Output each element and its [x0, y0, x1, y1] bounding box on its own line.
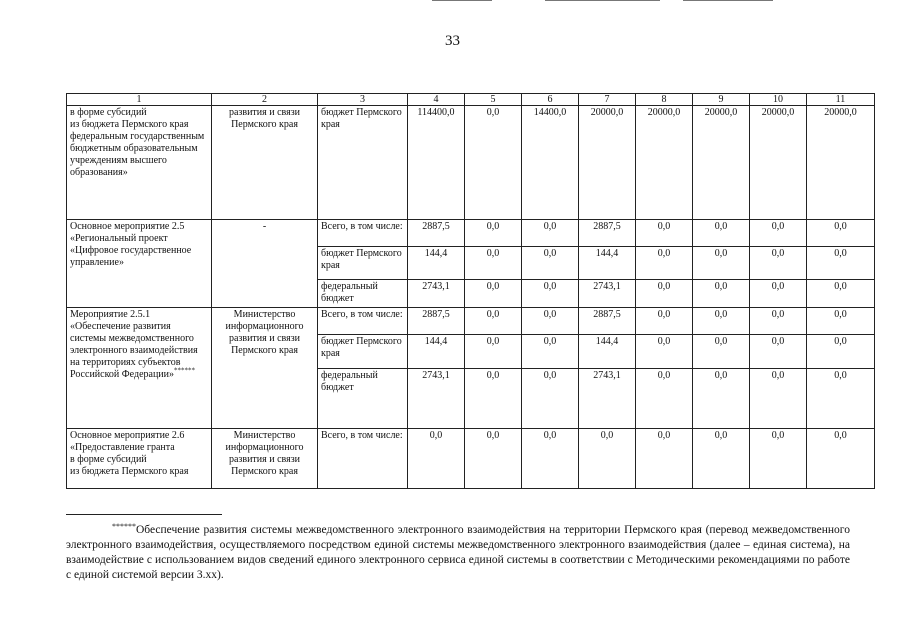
- source-cell: Всего, в том числе:: [318, 429, 408, 489]
- value-cell-col5: 0,0: [465, 247, 522, 280]
- program-table: [66, 93, 875, 489]
- measure-name-cell: в форме субсидий из бюджета Пермского края федеральным государственным бюджетным образовательным учреждениям высшего образования»: [67, 106, 212, 220]
- footnote-mark: ******: [112, 522, 136, 531]
- measure-name-cell: [67, 308, 212, 429]
- executor-cell: -: [212, 220, 318, 308]
- executor-cell: развития и связи Пермского края: [212, 106, 318, 220]
- header-col-3: 3: [318, 94, 408, 106]
- value-cell-col6: 14400,0: [522, 106, 579, 220]
- source-cell: федеральный бюджет: [318, 280, 408, 308]
- header-col-5: 5: [465, 94, 522, 106]
- value-cell-col9: 0,0: [693, 308, 750, 335]
- header-col-1: 1: [67, 94, 212, 106]
- value-cell-col4: 114400,0: [408, 106, 465, 220]
- value-cell-col5: 0,0: [465, 335, 522, 369]
- value-cell-col10: 0,0: [750, 369, 807, 429]
- value-cell-col9: 0,0: [693, 220, 750, 247]
- value-cell-col9: 20000,0: [693, 106, 750, 220]
- top-rule-middle: [545, 0, 660, 1]
- source-cell: бюджет Пермского края: [318, 247, 408, 280]
- table-body: [67, 106, 875, 489]
- measure-name-cell: Основное мероприятие 2.5 «Региональный проект «Цифровое государственное управление»: [67, 220, 212, 308]
- source-cell: Всего, в том числе:: [318, 220, 408, 247]
- value-cell-col6: 0,0: [522, 335, 579, 369]
- value-cell-col9: 0,0: [693, 247, 750, 280]
- header-col-7: 7: [579, 94, 636, 106]
- footnote-separator: [66, 514, 222, 515]
- page-number: 33: [445, 33, 460, 49]
- value-cell-col5: 0,0: [465, 220, 522, 247]
- value-cell-col11: 20000,0: [807, 106, 875, 220]
- value-cell-col6: 0,0: [522, 369, 579, 429]
- value-cell-col9: 0,0: [693, 280, 750, 308]
- value-cell-col10: 0,0: [750, 308, 807, 335]
- measure-name-cell: Основное мероприятие 2.6 «Предоставление гранта в форме субсидий из бюджета Пермского края: [67, 429, 212, 489]
- value-cell-col8: 0,0: [636, 308, 693, 335]
- value-cell-col5: 0,0: [465, 106, 522, 220]
- value-cell-col10: 0,0: [750, 429, 807, 489]
- executor-cell: Министерство информационного развития и связи Пермского края: [212, 429, 318, 489]
- value-cell-col8: 20000,0: [636, 106, 693, 220]
- value-cell-col6: 0,0: [522, 308, 579, 335]
- header-col-11: 11: [807, 94, 875, 106]
- value-cell-col11: 0,0: [807, 220, 875, 247]
- value-cell-col5: 0,0: [465, 280, 522, 308]
- source-cell: Всего, в том числе:: [318, 308, 408, 335]
- source-cell: федеральный бюджет: [318, 369, 408, 429]
- header-col-9: 9: [693, 94, 750, 106]
- value-cell-col4: 0,0: [408, 429, 465, 489]
- executor-cell: Министерство информационного развития и связи Пермского края: [212, 308, 318, 429]
- value-cell-col4: 2887,5: [408, 308, 465, 335]
- value-cell-col11: 0,0: [807, 335, 875, 369]
- value-cell-col7: 2887,5: [579, 220, 636, 247]
- value-cell-col7: 20000,0: [579, 106, 636, 220]
- value-cell-col4: 144,4: [408, 335, 465, 369]
- value-cell-col8: 0,0: [636, 369, 693, 429]
- table-row: [67, 106, 875, 220]
- value-cell-col5: 0,0: [465, 369, 522, 429]
- value-cell-col10: 0,0: [750, 220, 807, 247]
- value-cell-col10: 0,0: [750, 335, 807, 369]
- value-cell-col9: 0,0: [693, 335, 750, 369]
- value-cell-col11: 0,0: [807, 369, 875, 429]
- table-row: [67, 308, 875, 335]
- value-cell-col4: 2887,5: [408, 220, 465, 247]
- value-cell-col5: 0,0: [465, 308, 522, 335]
- value-cell-col8: 0,0: [636, 220, 693, 247]
- value-cell-col5: 0,0: [465, 429, 522, 489]
- value-cell-col6: 0,0: [522, 280, 579, 308]
- table-header: [67, 94, 875, 106]
- value-cell-col11: 0,0: [807, 429, 875, 489]
- header-col-8: 8: [636, 94, 693, 106]
- header-col-4: 4: [408, 94, 465, 106]
- value-cell-col4: 2743,1: [408, 280, 465, 308]
- top-rule-left: [432, 0, 492, 1]
- value-cell-col11: 0,0: [807, 308, 875, 335]
- source-cell: бюджет Пермского края: [318, 106, 408, 220]
- header-col-6: 6: [522, 94, 579, 106]
- value-cell-col7: 2887,5: [579, 308, 636, 335]
- value-cell-col7: 2743,1: [579, 369, 636, 429]
- value-cell-col7: 144,4: [579, 247, 636, 280]
- value-cell-col4: 144,4: [408, 247, 465, 280]
- value-cell-col9: 0,0: [693, 369, 750, 429]
- value-cell-col6: 0,0: [522, 220, 579, 247]
- value-cell-col7: 0,0: [579, 429, 636, 489]
- value-cell-col8: 0,0: [636, 280, 693, 308]
- footnote-text: Обеспечение развития системы межведомственного электронного взаимодействия на территории Пермского края (перевод межведомственного электронного взаимодействия, осуществляемого посредством единой системы межведомственного электронного взаимодействия (далее – единая система), на взаимодействие с использованием видов сведений единого электронного сервиса единой системы в соответствии с Методическими рекомендациями по работе с единой системой версии 3.хх).: [66, 524, 850, 581]
- value-cell-col11: 0,0: [807, 247, 875, 280]
- table-row: [67, 220, 875, 247]
- top-rule-right: [683, 0, 773, 1]
- value-cell-col10: 0,0: [750, 280, 807, 308]
- value-cell-col7: 2743,1: [579, 280, 636, 308]
- value-cell-col7: 144,4: [579, 335, 636, 369]
- header-row: [67, 94, 875, 106]
- value-cell-col11: 0,0: [807, 280, 875, 308]
- value-cell-col9: 0,0: [693, 429, 750, 489]
- value-cell-col6: 0,0: [522, 247, 579, 280]
- table-row: [67, 429, 875, 489]
- value-cell-col8: 0,0: [636, 247, 693, 280]
- value-cell-col8: 0,0: [636, 429, 693, 489]
- value-cell-col6: 0,0: [522, 429, 579, 489]
- header-col-10: 10: [750, 94, 807, 106]
- value-cell-col8: 0,0: [636, 335, 693, 369]
- footnote-reference-mark: ******: [174, 366, 196, 375]
- source-cell: бюджет Пермского края: [318, 335, 408, 369]
- header-col-2: 2: [212, 94, 318, 106]
- measure-name-text: Мероприятие 2.5.1 «Обеспечение развития системы межведомственного электронного взаимодействия на территориях субъектов Российской Федерации»: [70, 309, 198, 380]
- value-cell-col10: 0,0: [750, 247, 807, 280]
- footnote: [66, 519, 850, 583]
- value-cell-col4: 2743,1: [408, 369, 465, 429]
- value-cell-col10: 20000,0: [750, 106, 807, 220]
